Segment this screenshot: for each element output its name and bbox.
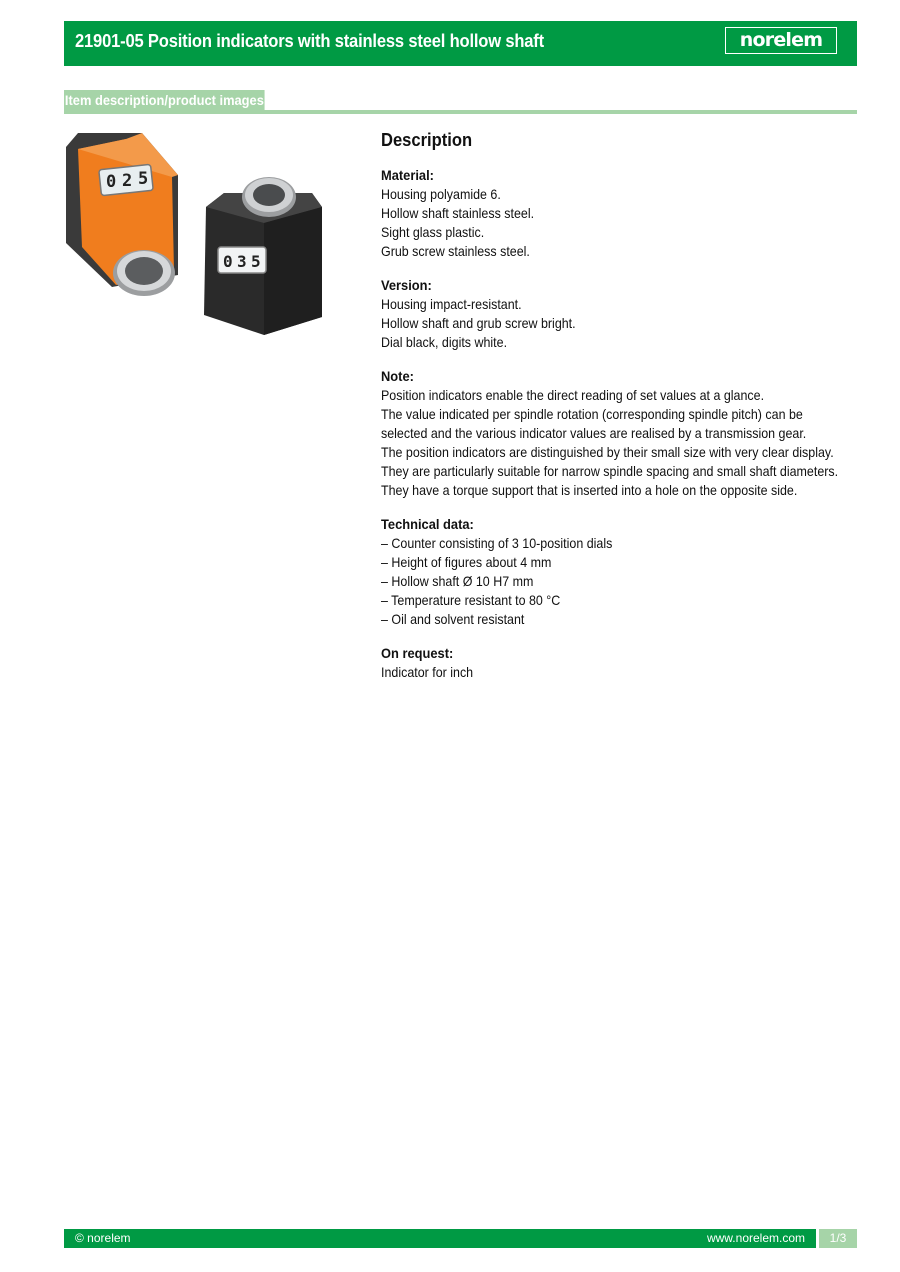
page-header <box>64 21 857 66</box>
block-line: Hollow shaft stainless steel. <box>381 205 535 221</box>
block-line: Indicator for inch <box>381 664 474 680</box>
section-divider <box>64 110 857 114</box>
block-heading: Material: <box>381 167 434 183</box>
page-title: 21901-05 Position indicators with stainless steel hollow shaft <box>75 31 544 51</box>
norelem-logo <box>725 27 837 54</box>
description-blocks <box>381 166 857 682</box>
description-title: Description <box>381 130 473 150</box>
page-footer <box>64 1229 857 1248</box>
block-heading: Note: <box>381 368 414 384</box>
black-digit-2: 3 <box>237 252 247 271</box>
description-block <box>381 515 857 629</box>
section-label: Item description/product images <box>64 92 264 108</box>
orange-digit-3: 5 <box>138 169 149 189</box>
description-block <box>381 276 857 352</box>
block-line: Grub screw stainless steel. <box>381 243 530 259</box>
orange-digit-2: 2 <box>122 171 133 191</box>
footer-url[interactable]: www.norelem.com <box>706 1231 805 1245</box>
block-heading: Technical data: <box>381 516 474 532</box>
block-line: – Temperature resistant to 80 °C <box>381 592 561 608</box>
block-line: The position indicators are distinguished by their small size with very clear display. <box>381 444 834 460</box>
block-line: They have a torque support that is inserted into a hole on the opposite side. <box>381 482 798 498</box>
block-line: The value indicated per spindle rotation (corresponding spindle pitch) can be <box>381 406 803 422</box>
block-line: They are particularly suitable for narrow spindle spacing and small shaft diameters. <box>381 463 839 479</box>
page-number: 1/3 <box>819 1229 857 1248</box>
block-line: – Hollow shaft Ø 10 H7 mm <box>381 573 534 589</box>
block-line: – Oil and solvent resistant <box>381 611 525 627</box>
black-position-indicator <box>204 177 322 335</box>
section-header <box>64 90 857 114</box>
product-image <box>64 125 324 340</box>
block-line: selected and the various indicator values are realised by a transmission gear. <box>381 425 807 441</box>
black-digit-1: 0 <box>223 252 233 271</box>
black-digit-3: 5 <box>251 252 261 271</box>
block-line: Housing impact-resistant. <box>381 296 522 312</box>
description-panel <box>381 128 857 697</box>
footer-copyright: © norelem <box>75 1231 131 1245</box>
orange-position-indicator <box>66 133 178 296</box>
block-line: – Height of figures about 4 mm <box>381 554 552 570</box>
description-block <box>381 367 857 500</box>
orange-digit-1: 0 <box>106 172 117 192</box>
block-heading: On request: <box>381 645 454 661</box>
footer-bar <box>64 1229 816 1248</box>
logo-text: norelem <box>739 29 823 51</box>
description-block <box>381 166 857 261</box>
description-block <box>381 644 857 682</box>
block-line: Sight glass plastic. <box>381 224 485 240</box>
block-line: Hollow shaft and grub screw bright. <box>381 315 576 331</box>
block-line: – Counter consisting of 3 10-position dials <box>381 535 613 551</box>
block-line: Dial black, digits white. <box>381 334 508 350</box>
block-line: Position indicators enable the direct reading of set values at a glance. <box>381 387 765 403</box>
block-line: Housing polyamide 6. <box>381 186 501 202</box>
block-heading: Version: <box>381 277 432 293</box>
product-illustration <box>64 125 324 340</box>
